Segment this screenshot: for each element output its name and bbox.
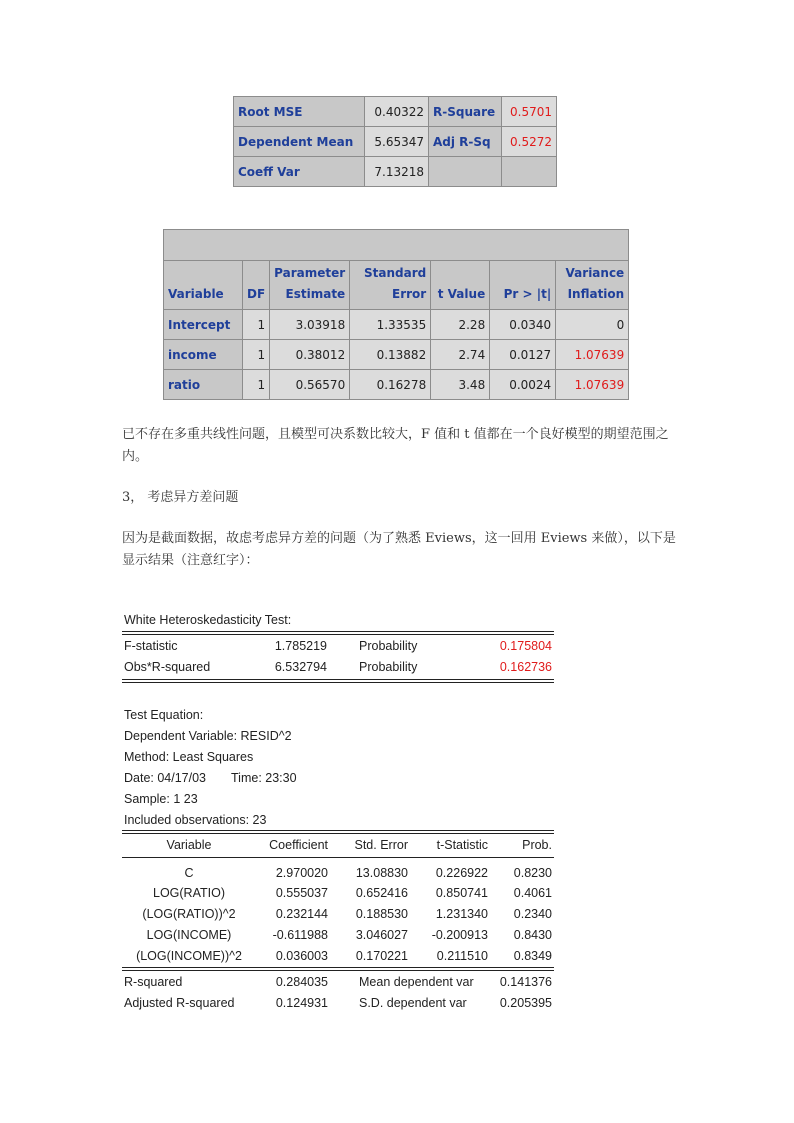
- dependent-variable: Dependent Variable: RESID^2: [124, 729, 292, 743]
- method: Method: Least Squares: [124, 750, 254, 764]
- coef-prob: 0.2340: [513, 907, 552, 921]
- coef-variable: LOG(RATIO): [153, 886, 225, 900]
- white-probability: 0.162736: [499, 660, 552, 674]
- summary-label: Mean dependent var: [359, 975, 474, 989]
- row-tvalue: 2.28: [431, 310, 490, 340]
- coef-se: 0.188530: [355, 907, 408, 921]
- divider: [122, 967, 554, 971]
- row-stderr: 0.13882: [350, 340, 431, 370]
- coef-value: 0.036003: [275, 949, 328, 963]
- divider: [122, 857, 554, 858]
- row-variable: income: [164, 340, 243, 370]
- col-header-estimate: Parameter Estimate: [270, 261, 350, 310]
- row-stderr: 0.16278: [350, 370, 431, 400]
- col-header-pr: Pr > |t|: [490, 261, 556, 310]
- row-variable: ratio: [164, 370, 243, 400]
- col-header-tvalue: t Value: [431, 261, 490, 310]
- row-estimate: 0.56570: [270, 370, 350, 400]
- row-pr: 0.0024: [490, 370, 556, 400]
- paragraph-heteroskedasticity: 因为是截面数据，故虑考虑异方差的问题（为了熟悉 Eviews，这一回用 Eviews 来做），以下是显示结果（注意红字）：: [122, 531, 676, 568]
- row-vif: 1.07639: [556, 370, 629, 400]
- coef-value: 2.970020: [275, 866, 328, 880]
- section-heading: 3， 考虑异方差问题: [122, 490, 239, 505]
- fit-label: Adj R-Sq: [429, 127, 502, 157]
- coef-se: 0.170221: [355, 949, 408, 963]
- test-equation-title: Test Equation:: [124, 708, 204, 722]
- row-vif: 1.07639: [556, 340, 629, 370]
- col-header-df: DF: [243, 261, 270, 310]
- row-df: 1: [243, 310, 270, 340]
- row-vif: 0: [556, 310, 629, 340]
- coef-prob: 0.8349: [513, 949, 552, 963]
- summary-label: R-squared: [124, 975, 183, 989]
- fit-label: Dependent Mean: [234, 127, 365, 157]
- coef-value: 0.555037: [275, 886, 328, 900]
- coef-se: 3.046027: [355, 928, 408, 942]
- white-value: 1.785219: [274, 639, 327, 653]
- coef-tstat: -0.200913: [431, 928, 488, 942]
- coef-variable: (LOG(INCOME))^2: [136, 949, 242, 963]
- row-estimate: 3.03918: [270, 310, 350, 340]
- fit-value: 5.65347: [365, 127, 429, 157]
- col-header-tstat: t-Statistic: [436, 838, 488, 852]
- col-header-prob: Prob.: [522, 838, 552, 852]
- summary-value: 0.124931: [275, 996, 328, 1010]
- fit-label: Root MSE: [234, 97, 365, 127]
- col-header-variable: Variable: [164, 261, 243, 310]
- coef-variable: C: [184, 866, 194, 880]
- coef-tstat: 0.211510: [436, 949, 488, 963]
- included-observations: Included observations: 23: [124, 813, 267, 827]
- summary-label: Adjusted R-squared: [124, 996, 235, 1010]
- divider: [122, 679, 554, 683]
- white-test-title: White Heteroskedasticity Test:: [124, 613, 292, 627]
- coef-prob: 0.4061: [513, 886, 552, 900]
- coef-value: 0.232144: [275, 907, 328, 921]
- col-header-stderr: Standard Error: [350, 261, 431, 310]
- row-pr: 0.0340: [490, 310, 556, 340]
- coef-variable: (LOG(RATIO))^2: [142, 907, 236, 921]
- coef-prob: 0.8430: [513, 928, 552, 942]
- divider: [122, 830, 554, 834]
- col-header-coefficient: Coefficient: [269, 838, 328, 852]
- col-header-vif: Variance Inflation: [556, 261, 629, 310]
- white-probability: 0.175804: [499, 639, 552, 653]
- coef-value: -0.611988: [272, 928, 328, 942]
- row-pr: 0.0127: [490, 340, 556, 370]
- col-header-variable: Variable: [166, 838, 212, 852]
- fit-value: 0.5701: [502, 97, 557, 127]
- paragraph-multicollinearity: 已不存在多重共线性问题，且模型可决系数比较大，F 值和 t 值都在一个良好模型的期望范围之内。: [122, 427, 669, 464]
- fit-value: 7.13218: [365, 157, 429, 187]
- white-value: 6.532794: [274, 660, 327, 674]
- white-label: Obs*R-squared: [124, 660, 211, 674]
- date: Date: 04/17/03: [124, 771, 207, 785]
- time: Time: 23:30: [231, 771, 297, 785]
- summary-label: S.D. dependent var: [359, 996, 467, 1010]
- coef-prob: 0.8230: [513, 866, 552, 880]
- coef-variable: LOG(INCOME): [146, 928, 232, 942]
- coef-se: 13.08830: [355, 866, 408, 880]
- coef-tstat: 0.850741: [435, 886, 488, 900]
- divider: [122, 631, 554, 635]
- row-stderr: 1.33535: [350, 310, 431, 340]
- row-df: 1: [243, 370, 270, 400]
- row-tvalue: 3.48: [431, 370, 490, 400]
- coef-se: 0.652416: [355, 886, 408, 900]
- summary-value: 0.205395: [499, 996, 552, 1010]
- coef-tstat: 1.231340: [435, 907, 488, 921]
- row-estimate: 0.38012: [270, 340, 350, 370]
- fit-label: R-Square: [429, 97, 502, 127]
- summary-value: 0.141376: [499, 975, 552, 989]
- white-label: Probability: [359, 660, 418, 674]
- row-tvalue: 2.74: [431, 340, 490, 370]
- coef-tstat: 0.226922: [435, 866, 488, 880]
- row-variable: Intercept: [164, 310, 243, 340]
- white-label: Probability: [359, 639, 418, 653]
- white-label: F-statistic: [124, 639, 178, 653]
- sample: Sample: 1 23: [124, 792, 198, 806]
- fit-value: 0.40322: [365, 97, 429, 127]
- summary-value: 0.284035: [275, 975, 328, 989]
- row-df: 1: [243, 340, 270, 370]
- fit-value: 0.5272: [502, 127, 557, 157]
- fit-label: Coeff Var: [234, 157, 365, 187]
- col-header-stderror: Std. Error: [354, 838, 408, 852]
